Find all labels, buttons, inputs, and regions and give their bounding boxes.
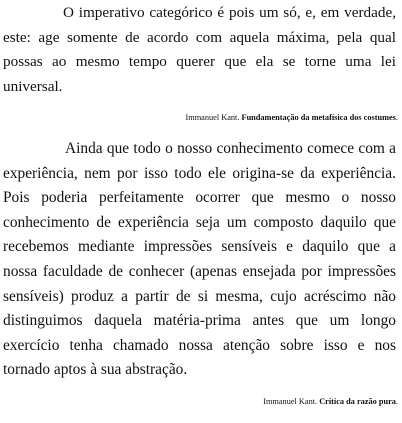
kant-quote-experience: Ainda que todo o nosso conhecimento comece com a experiência, nem por isso todo ele origina-se da experiência. Pois poderia perfeitamente ocorrer que mesmo o nosso conhecimento de experiência seja um composto daquilo que recebemos mediante impressões sensíveis e daquilo que a nossa faculdade de conhecer (apenas ensejada por impressões sensíveis) produz a partir de si mesma, cujo acréscimo não distinguimos daquela matéria-prima antes que um longo exercício tenha chamado nossa atenção sobre isso e nos tornado aptos à sua abstração. bbox=[3, 140, 396, 379]
citation-author: Immanuel Kant. bbox=[185, 113, 240, 122]
citation-critica bbox=[263, 397, 398, 406]
citation-end-period: . bbox=[395, 113, 398, 122]
citation-end-period: . bbox=[395, 397, 398, 406]
kant-quote-imperative: O imperativo categórico é pois um só, e, em verdade, este: age somente de acordo com aquela máxima, pela qual possas ao mesmo tempo querer que ela se torne uma lei universal. bbox=[3, 4, 396, 95]
citation-work-title: Fundamentação da metafísica dos costumes bbox=[241, 113, 396, 122]
citation-author: Immanuel Kant. bbox=[263, 397, 318, 406]
citation-work-title: Crítica da razão pura bbox=[319, 397, 396, 406]
citation-fundamentacao bbox=[186, 113, 399, 122]
